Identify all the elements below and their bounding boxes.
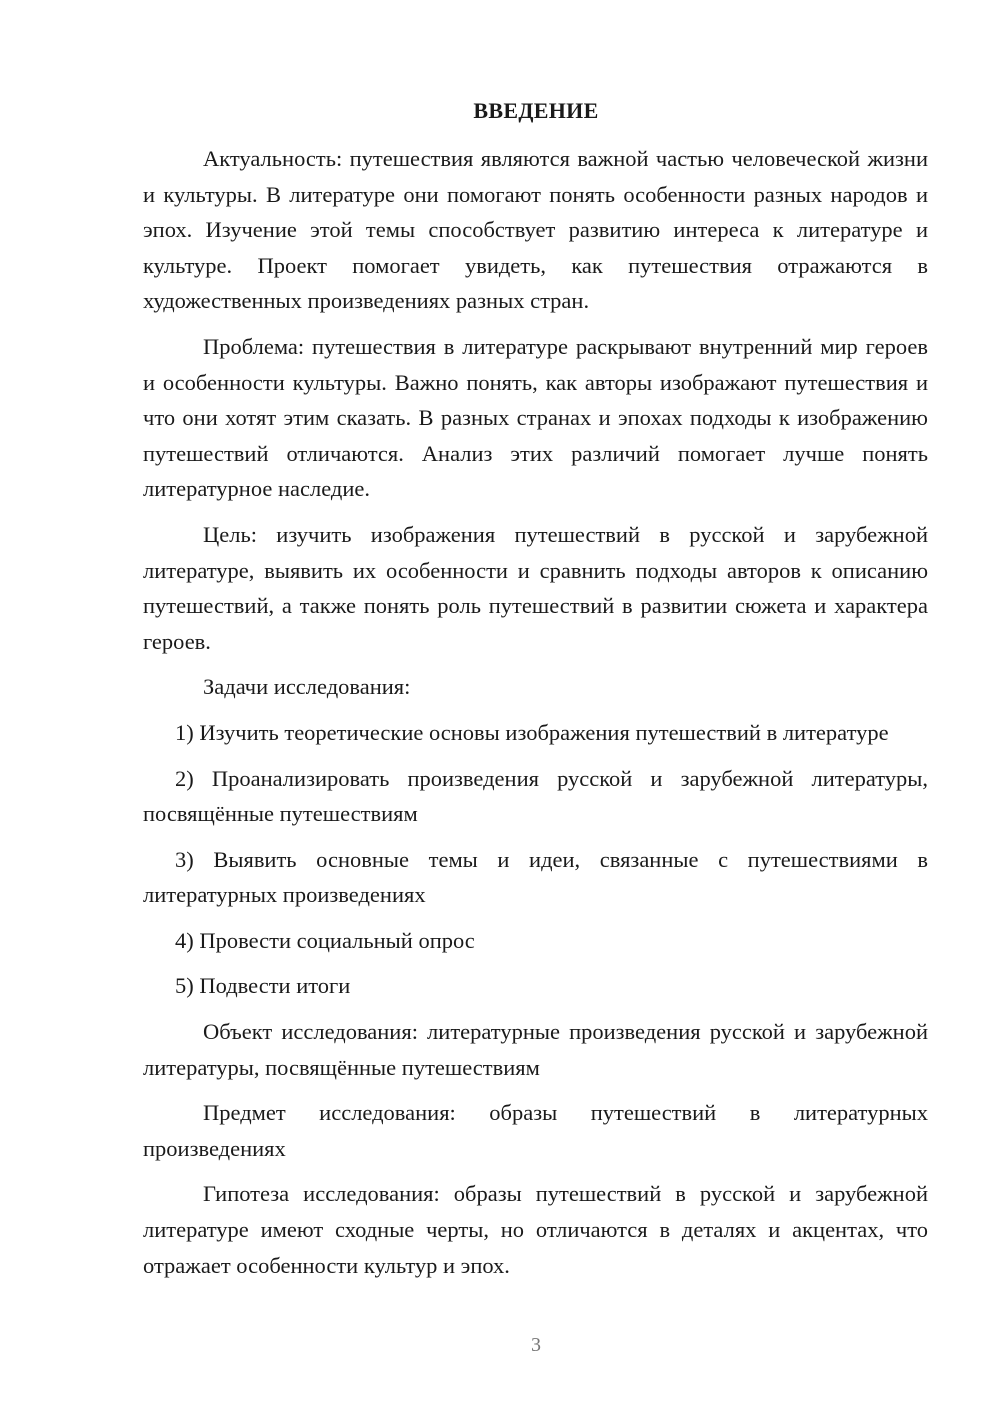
subject-paragraph: Предмет исследования: образы путешествий в литературных произведениях <box>143 1100 928 1161</box>
object-paragraph: Объект исследования: литературные произведения русской и зарубежной литературы, посвящённые путешествиям <box>143 1019 928 1080</box>
problem-paragraph: Проблема: путешествия в литературе раскрывают внутренний мир героев и особенности культуры. Важно понять, как авторы изображают путешествия и что они хотят этим сказать. В разных странах и эпохах подходы к изображению путешествий отличаются. Анализ этих различий помогает лучше понять литературное наследие. <box>143 333 928 502</box>
task-item: 2) Проанализировать произведения русской и зарубежной литературы, посвящённые путешествиям <box>143 765 928 827</box>
relevance-paragraph: Актуальность: путешествия являются важной частью человеческой жизни и культуры. В литературе они помогают понять особенности разных народов и эпох. Изучение этой темы способствует развитию интереса к литературе и культуре. Проект помогает увидеть, как путешествия отражаются в художественных произведениях разных стран. <box>143 146 928 314</box>
goal-paragraph: Цель: изучить изображения путешествий в русской и зарубежной литературе, выявить их особенности и сравнить подходы авторов к описанию путешествий, а также понять роль путешествий в развитии сюжета и характера героев. <box>143 521 928 654</box>
task-item: 1) Изучить теоретические основы изображения путешествий в литературе <box>175 719 889 745</box>
task-item: 4) Провести социальный опрос <box>175 927 475 953</box>
tasks-title: Задачи исследования: <box>203 674 411 700</box>
section-heading: ВВЕДЕНИЕ <box>473 98 599 123</box>
document-body <box>143 141 928 1293</box>
page-number: 3 <box>531 1334 541 1356</box>
task-item: 5) Подвести итоги <box>175 973 351 999</box>
task-item: 3) Выявить основные темы и идеи, связанные с путешествиями в литературных произведениях <box>143 846 928 908</box>
hypothesis-paragraph: Гипотеза исследования: образы путешествий в русской и зарубежной литературе имеют сходные черты, но отличаются в деталях и акцентах, что отражает особенности культур и эпох. <box>143 1181 928 1278</box>
